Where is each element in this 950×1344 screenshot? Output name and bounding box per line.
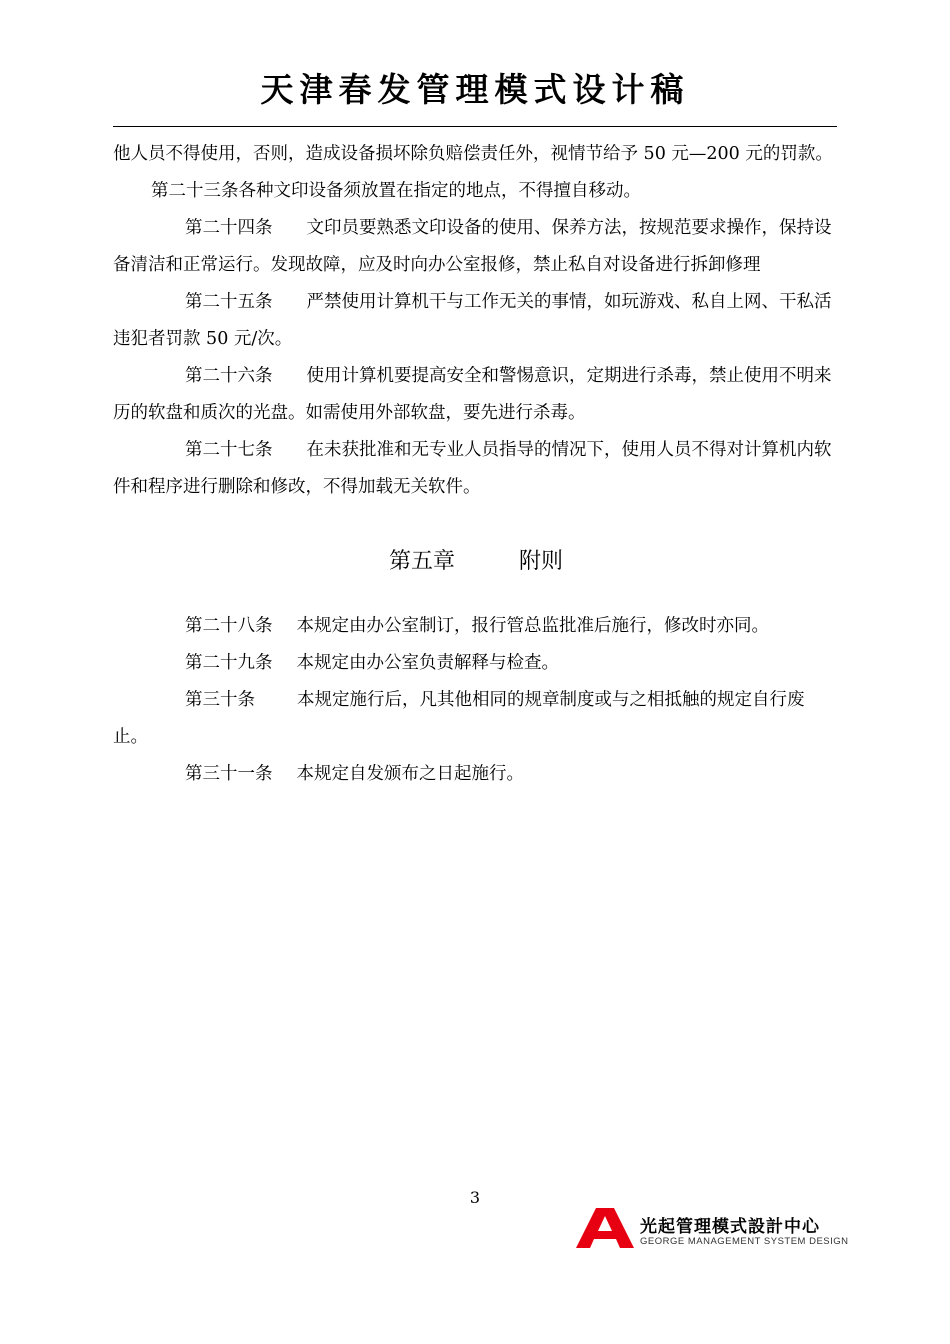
paragraph-text: 本规定由办公室负责解释与检查。 bbox=[296, 653, 559, 673]
logo-english-name: GEORGE MANAGEMENT SYSTEM DESIGN bbox=[640, 1236, 849, 1247]
article-27 bbox=[113, 432, 839, 506]
paragraph-text: 他人员不得使用，否则，造成设备损坏除负赔偿责任外，视情节给予 50 元—200 元的罚款。 bbox=[113, 144, 833, 164]
article-number: 第二十九条 bbox=[185, 653, 273, 673]
article-number: 第二十七条 bbox=[185, 440, 273, 460]
article-28 bbox=[113, 608, 839, 645]
article-number: 第二十六条 bbox=[185, 366, 273, 386]
article-number: 第三十一条 bbox=[185, 764, 273, 784]
article-29 bbox=[113, 645, 839, 682]
paragraph-continuation bbox=[113, 136, 839, 173]
logo-chinese-name: 光起管理模式設計中心 bbox=[640, 1217, 820, 1237]
paragraph-text: 在未获批准和无专业人员指导的情况下，使用人员不得对计算机内软件和程序进行删除和修改，不得加载无关软件。 bbox=[113, 440, 832, 497]
article-number: 第二十五条 bbox=[185, 292, 273, 312]
paragraph-text: 使用计算机要提高安全和警惕意识，定期进行杀毒，禁止使用不明来历的软盘和质次的光盘。如需使用外部软盘，要先进行杀毒。 bbox=[113, 366, 832, 423]
paragraph-text: 本规定施行后，凡其他相同的规章制度或与之相抵触的规定自行废止。 bbox=[113, 690, 805, 747]
chapter-name: 附则 bbox=[519, 549, 564, 574]
paragraph-text: 第二十三条各种文印设备须放置在指定的地点，不得擅自移动。 bbox=[151, 181, 641, 201]
article-number: 第二十八条 bbox=[185, 616, 273, 636]
logo-a-mark-icon bbox=[576, 1208, 634, 1248]
article-26 bbox=[113, 358, 839, 432]
header-divider bbox=[113, 126, 837, 127]
article-25 bbox=[113, 284, 839, 358]
chapter-number: 第五章 bbox=[388, 549, 455, 574]
article-30 bbox=[113, 682, 839, 756]
company-logo bbox=[576, 1208, 849, 1254]
paragraph-text: 严禁使用计算机干与工作无关的事情，如玩游戏、私自上网、干私活违犯者罚款 50 元/次。 bbox=[113, 292, 832, 349]
paragraph-text: 文印员要熟悉文印设备的使用、保养方法，按规范要求操作，保持设备清洁和正常运行。发现故障，应及时向办公室报修，禁止私自对设备进行拆卸修理 bbox=[113, 218, 832, 275]
chapter-heading bbox=[113, 542, 839, 582]
article-24 bbox=[113, 210, 839, 284]
document-header-title: 天津春发管理模式设计稿 bbox=[260, 70, 690, 109]
article-31 bbox=[113, 756, 839, 793]
paragraph-text: 本规定自发颁布之日起施行。 bbox=[296, 764, 524, 784]
article-number: 第三十条 bbox=[185, 690, 255, 710]
document-body bbox=[113, 136, 839, 793]
article-number: 第二十四条 bbox=[185, 218, 273, 238]
page-number: 3 bbox=[469, 1188, 481, 1207]
paragraph-text: 本规定由办公室制订，报行管总监批准后施行，修改时亦同。 bbox=[296, 616, 769, 636]
article-23 bbox=[113, 173, 839, 210]
